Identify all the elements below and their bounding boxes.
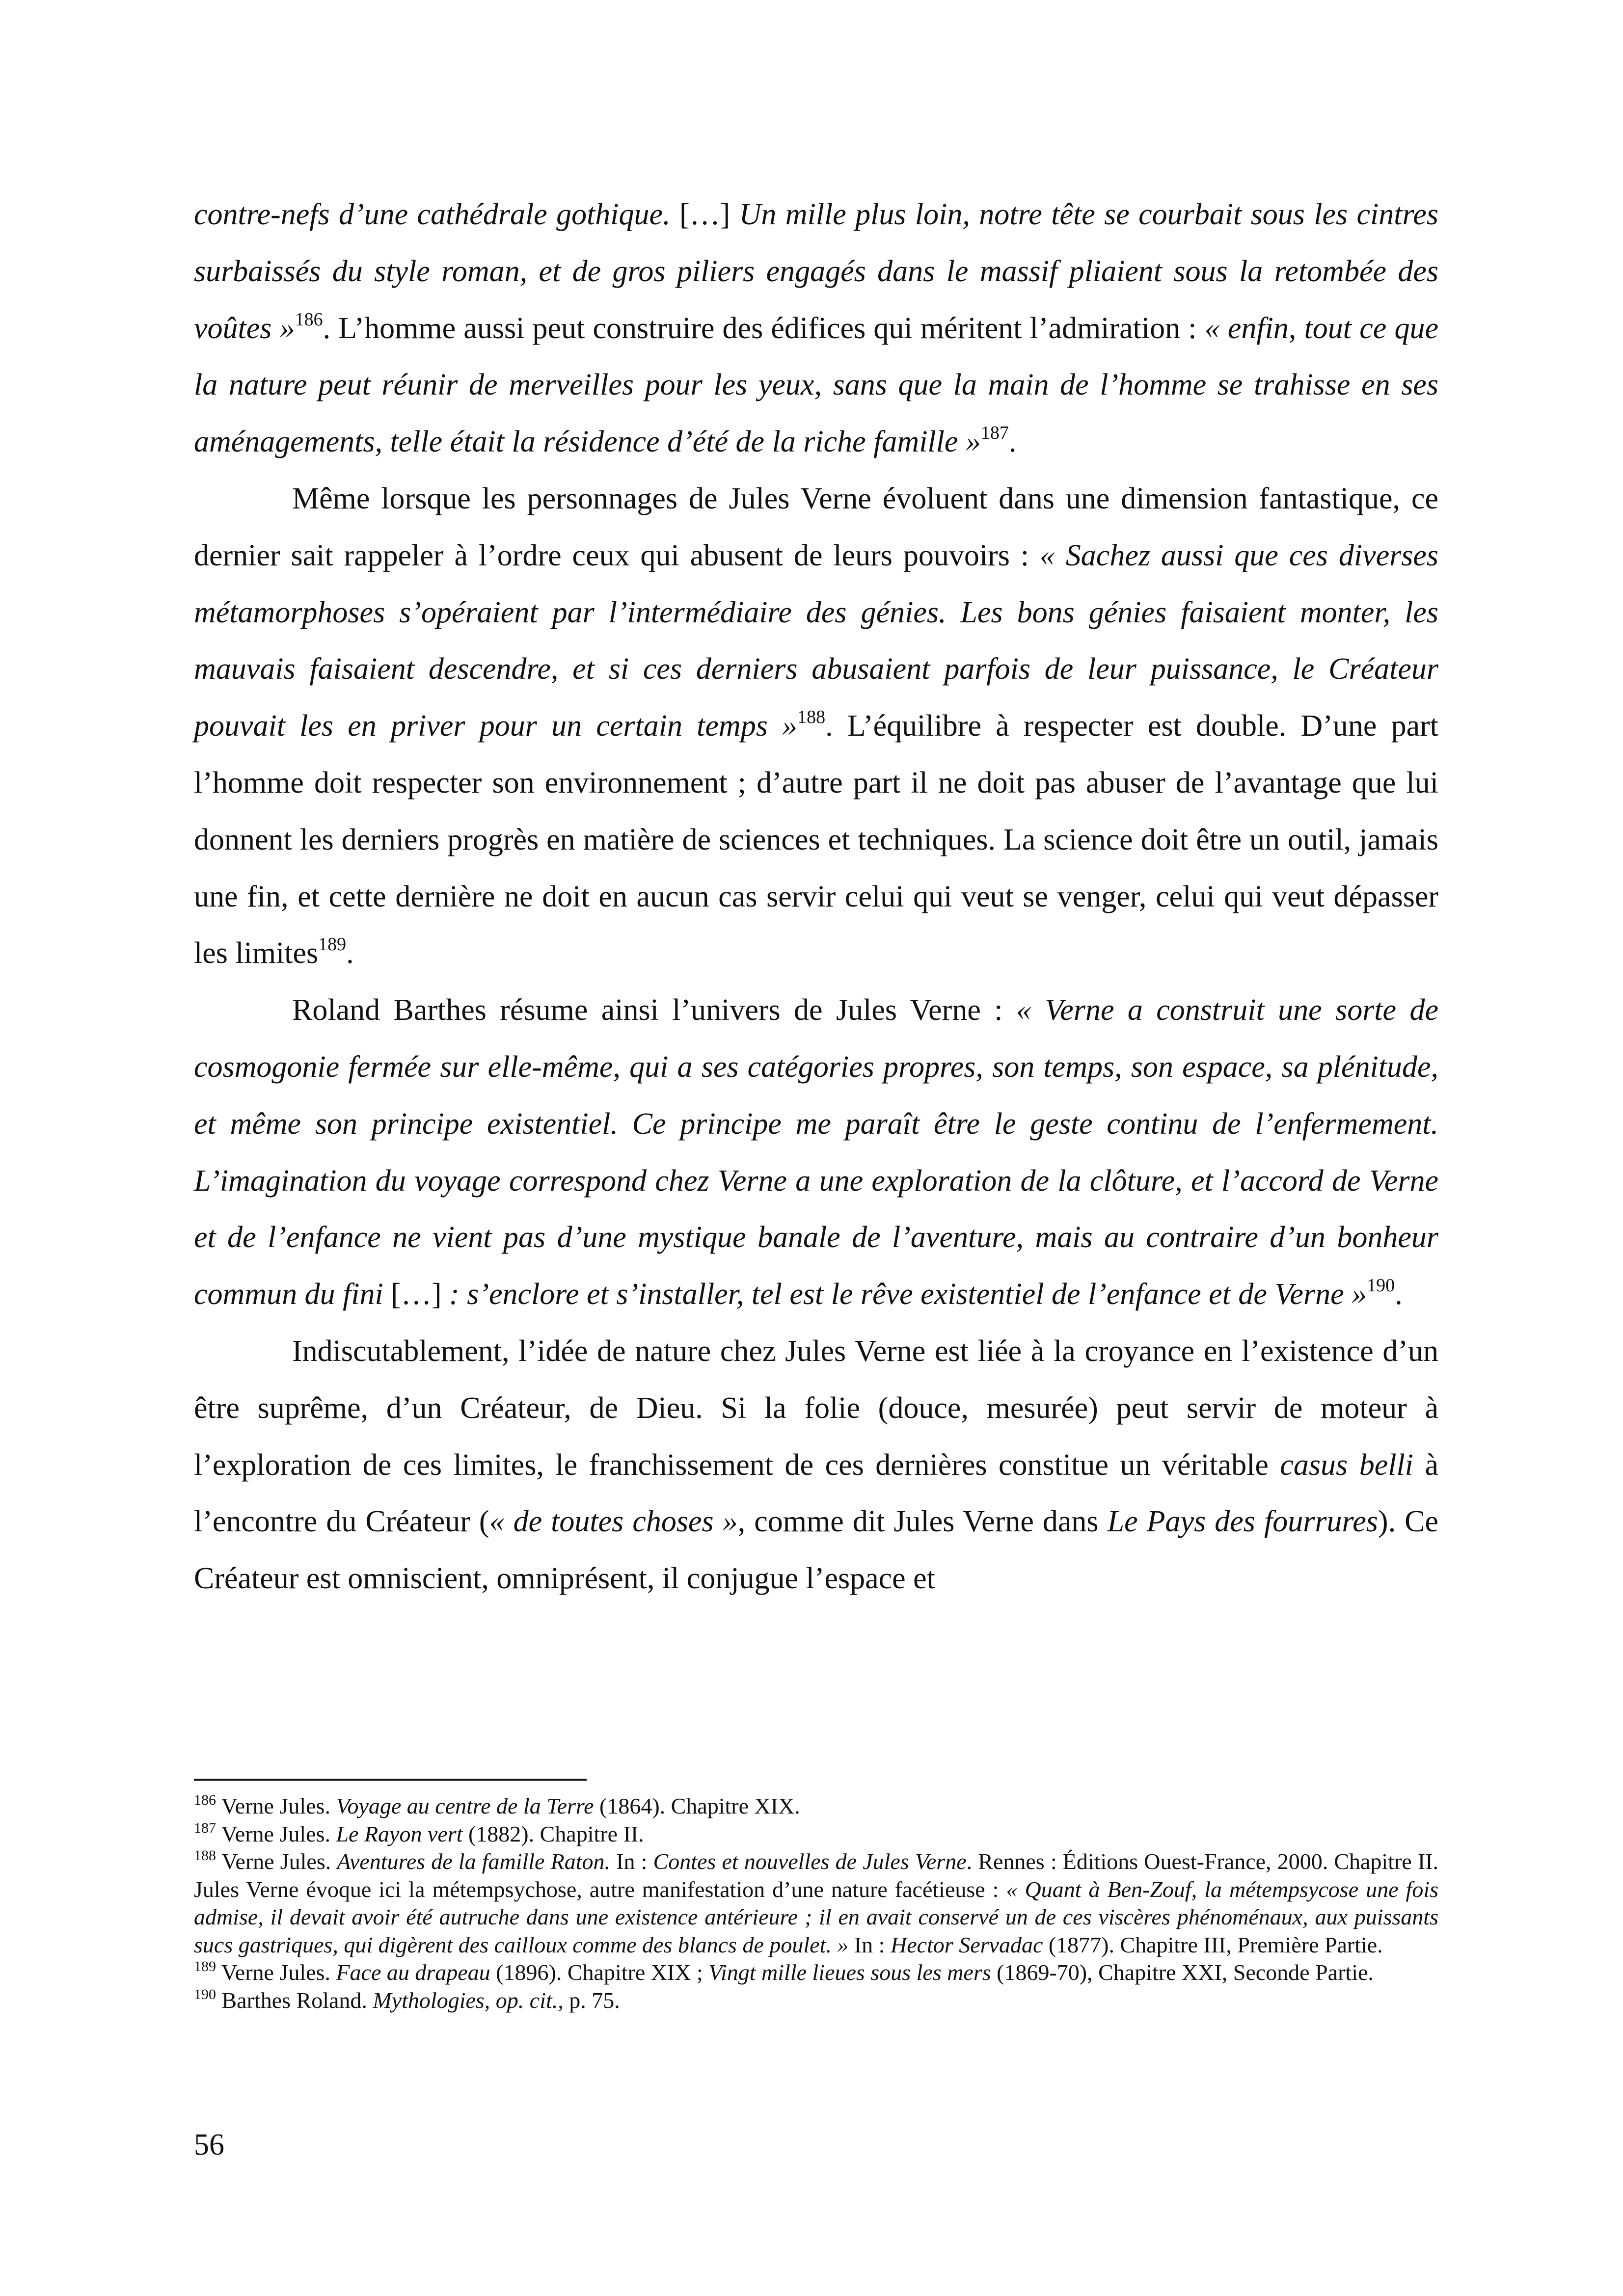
italic-text: Aventures de la famille Raton. bbox=[337, 1849, 610, 1874]
italic-text: casus belli bbox=[1280, 1448, 1413, 1482]
text-run: , comme dit Jules Verne dans bbox=[737, 1505, 1108, 1539]
text-run: Même lorsque les personnages de Jules Verne évoluent dans une dimension fantastique, ce dernier sait rappeler à l’ordre ceux qui abusent de leurs pouvoirs : bbox=[194, 481, 1438, 572]
italic-text: : s’enclore et s’installer, tel est le rêve existentiel de l’enfance et de Verne » bbox=[449, 1278, 1367, 1311]
italic-text: Vingt mille lieues sous les mers bbox=[708, 1960, 991, 1985]
text-run: Roland Barthes résume ainsi l’univers de Jules Verne : bbox=[292, 993, 1016, 1027]
footnote-ref: 186 bbox=[194, 1792, 216, 1808]
italic-text: Le Rayon vert bbox=[336, 1821, 463, 1846]
footnote-ref: 189 bbox=[194, 1958, 216, 1975]
text-run: (1896). Chapitre XIX ; bbox=[490, 1960, 709, 1985]
text-run: In : bbox=[610, 1849, 653, 1874]
footnote bbox=[194, 1792, 1438, 1820]
footnote-ref: 187 bbox=[980, 423, 1009, 444]
text-run: […] bbox=[391, 1278, 450, 1311]
italic-text: « de toutes choses » bbox=[489, 1505, 738, 1539]
paragraph bbox=[194, 187, 1438, 471]
italic-text: Contes et nouvelles de Jules Verne bbox=[653, 1849, 967, 1874]
footnote-separator bbox=[194, 1779, 587, 1781]
text-run: . L’homme aussi peut construire des édifices qui méritent l’admiration : bbox=[323, 311, 1205, 345]
footnote-ref: 187 bbox=[194, 1819, 216, 1836]
text-run: ). Ce Créateur est omniscient, omniprésent, il conjugue l’espace et bbox=[194, 1505, 1438, 1596]
footnote-ref: 188 bbox=[194, 1847, 216, 1864]
footnote bbox=[194, 1820, 1438, 1848]
paragraph bbox=[194, 471, 1438, 982]
text-run: Verne Jules. bbox=[216, 1821, 336, 1846]
text-run: Verne Jules. bbox=[216, 1849, 337, 1874]
footnote-ref: 189 bbox=[318, 934, 347, 955]
text-run: In : bbox=[848, 1932, 891, 1957]
text-run: (1882). Chapitre II. bbox=[462, 1821, 644, 1846]
text-run: . Rennes : Éditions Ouest-France, 2000. Chapitre II. Jules Verne évoque ici la métempsychose, autre manifestation d’une nature facétieuse : bbox=[194, 1849, 1439, 1902]
text-run: (1869-70), Chapitre XXI, Seconde Partie. bbox=[991, 1960, 1374, 1985]
text-run: . bbox=[1008, 425, 1017, 459]
italic-text: « enfin, tout ce que la nature peut réunir de merveilles pour les yeux, sans que la main de l’homme se trahisse en ses aménagements, telle était la résidence d’été de la riche famille » bbox=[194, 311, 1438, 459]
text-run: (1864). Chapitre XIX. bbox=[594, 1793, 800, 1818]
text-run: (1877). Chapitre III, Première Partie. bbox=[1043, 1932, 1383, 1957]
italic-text: Mythologies, op. cit., bbox=[373, 1987, 564, 2013]
italic-text: contre-nefs d’une cathédrale gothique. bbox=[194, 198, 679, 231]
footnote bbox=[194, 1848, 1438, 1959]
text-run: . L’équilibre à respecter est double. D’une part l’homme doit respecter son environnement ; d’autre part il ne doit pas abuser de l’avantage que lui donnent les derniers progrès en matière de sciences et techniques. La science doit être un outil, jamais une fin, et cette dernière ne doit en aucun cas servir celui qui veut se venger, celui qui veut dépasser les limites bbox=[194, 709, 1438, 970]
footnote-ref: 186 bbox=[295, 309, 323, 330]
italic-text: « Verne a construit une sorte de cosmogonie fermée sur elle-même, qui a ses catégories propres, son temps, son espace, sa plénitude, et même son principe existentiel. Ce principe me paraît être le geste continu de l’enfermement. L’imagination du voyage correspond chez Verne a une exploration de la clôture, et l’accord de Verne et de l’enfance ne vient pas d’une mystique banale de l’aventure, mais au contraire d’un bonheur commun du fini bbox=[194, 993, 1438, 1311]
text-run: . bbox=[1395, 1278, 1403, 1311]
italic-text: Face au drapeau bbox=[336, 1960, 490, 1985]
text-run: Verne Jules. bbox=[216, 1793, 336, 1818]
text-run: Barthes Roland. bbox=[216, 1987, 373, 2013]
paragraph bbox=[194, 1323, 1438, 1607]
page-number: 56 bbox=[194, 2128, 224, 2162]
italic-text: Le Pays des fourrures bbox=[1107, 1505, 1378, 1539]
paragraph bbox=[194, 982, 1438, 1323]
italic-text: « Quant à Ben-Zouf, la métempsycose une fois admise, il devait avoir été autruche dans une existence antérieure ; il en avait conservé un de ces viscères phénoménaux, aux puissants sucs gastriques, qui digèrent des cailloux comme des blancs de poulet. » bbox=[194, 1876, 1439, 1957]
footnote bbox=[194, 1959, 1438, 1987]
text-run: p. 75. bbox=[563, 1987, 620, 2013]
footnotes bbox=[194, 1792, 1438, 2014]
text-run: Indiscutablement, l’idée de nature chez Jules Verne est liée à la croyance en l’existence d’un être suprême, d’un Créateur, de Dieu. Si la folie (douce, mesurée) peut servir de moteur à l’exploration de ces limites, le franchissement de ces dernières constitue un véritable bbox=[194, 1334, 1438, 1482]
italic-text: Voyage au centre de la Terre bbox=[336, 1793, 594, 1818]
footnote-ref: 190 bbox=[1367, 1275, 1395, 1296]
italic-text: Un mille plus loin, notre tête se courbait sous les cintres surbaissés du style roman, et de gros piliers engagés dans le massif pliaient sous la retombée des voûtes » bbox=[194, 198, 1438, 345]
text-run: à l’encontre du Créateur ( bbox=[194, 1448, 1438, 1539]
footnote-ref: 190 bbox=[194, 1986, 216, 2002]
text-run: Verne Jules. bbox=[216, 1960, 336, 1985]
body-text bbox=[194, 187, 1438, 1607]
footnote bbox=[194, 1987, 1438, 2015]
text-run: . bbox=[346, 936, 354, 970]
text-run: […] bbox=[679, 198, 739, 231]
italic-text: « Sachez aussi que ces diverses métamorphoses s’opéraient par l’intermédiaire des génies. Les bons génies faisaient monter, les mauvais faisaient descendre, et si ces derniers abusaient parfois de leur puissance, le Créateur pouvait les en priver pour un certain temps » bbox=[194, 538, 1438, 743]
footnote-ref: 188 bbox=[797, 707, 826, 728]
italic-text: Hector Servadac bbox=[890, 1932, 1043, 1957]
